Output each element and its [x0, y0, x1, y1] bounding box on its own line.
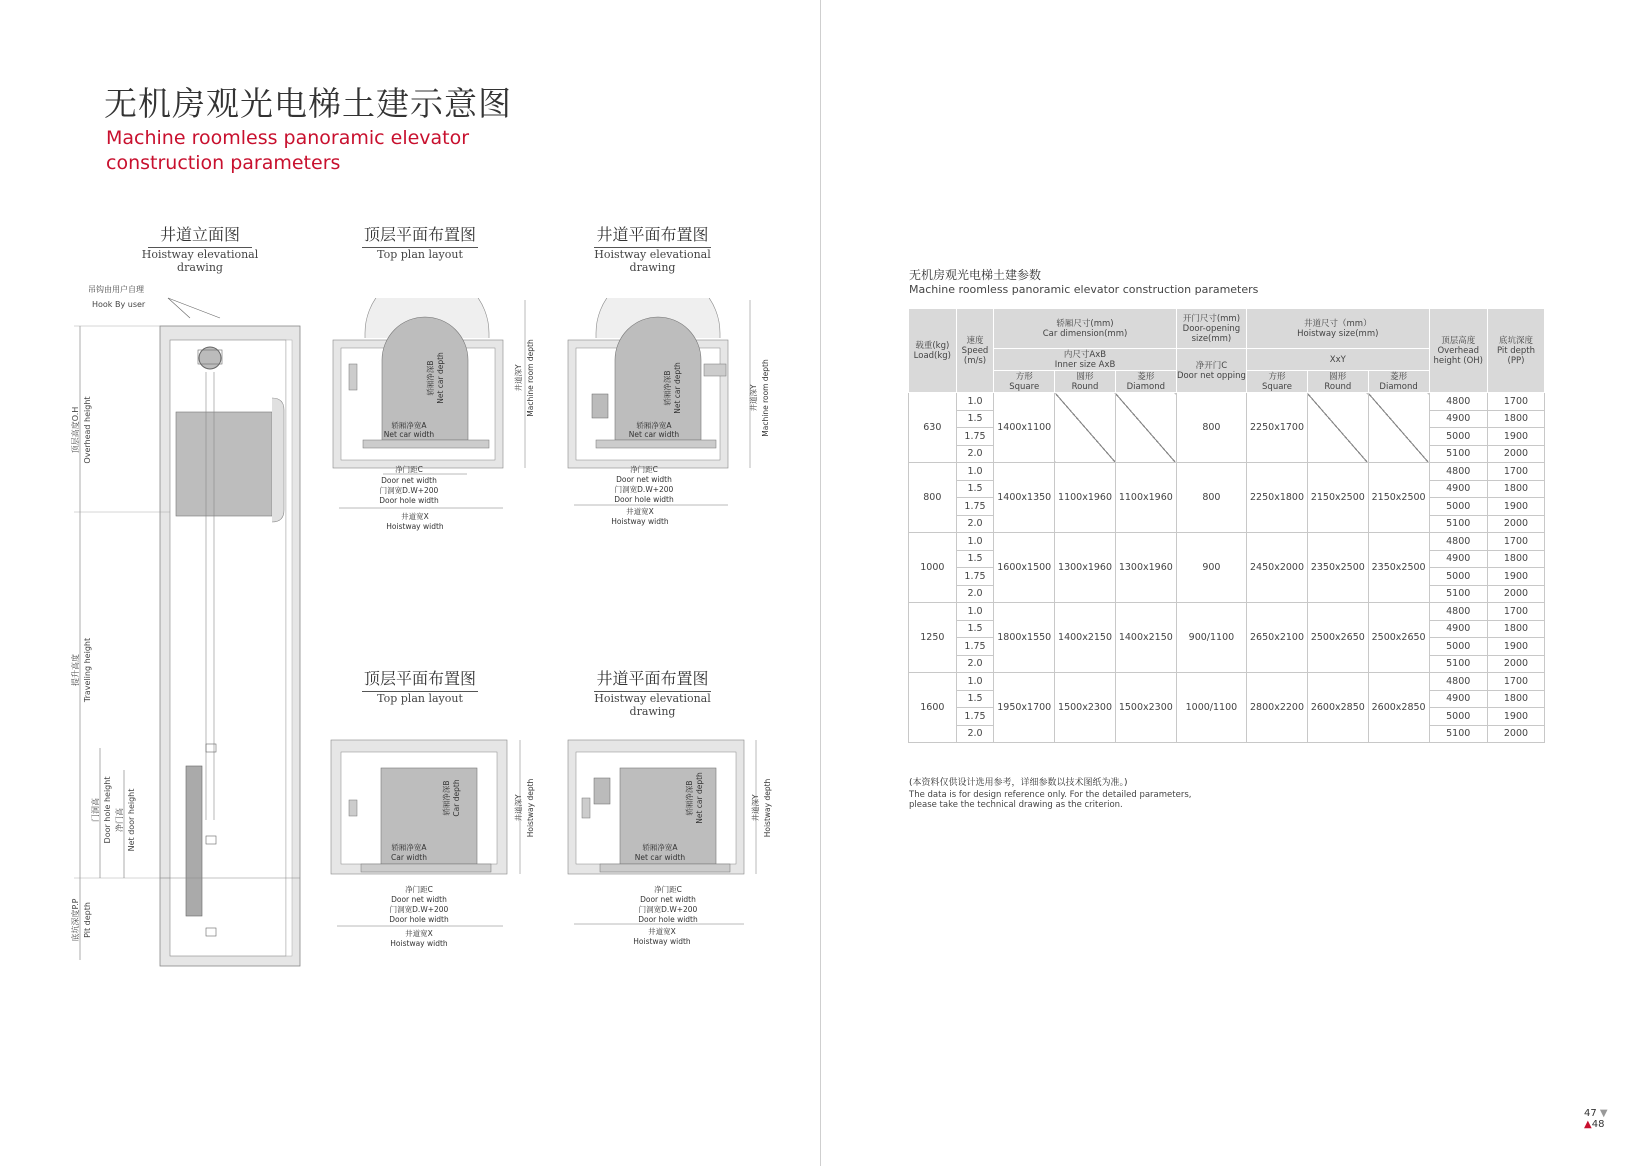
cell-load: 630	[909, 393, 957, 463]
cell-pp: 1700	[1487, 393, 1544, 411]
cell-pp: 1800	[1487, 480, 1544, 498]
caption-top-plan-1-en: Top plan layout	[377, 248, 463, 261]
cell-hw-round	[1307, 393, 1368, 463]
hoistway-width-en-4: Hoistway width	[633, 937, 691, 946]
hook-label-cn: 吊钩由用户自理	[88, 285, 144, 294]
cell-pp: 1700	[1487, 533, 1544, 551]
cell-door: 900	[1176, 533, 1246, 603]
net-car-width-en-2: Net car width	[628, 430, 680, 439]
header-door-en: Door-opening size(mm)	[1182, 323, 1241, 344]
net-car-width-cn-4: 轿厢净宽A	[642, 843, 678, 852]
table-row	[909, 603, 1545, 621]
door-hole-en-4: Door hole width	[638, 915, 698, 924]
cell-speed: 1.75	[956, 638, 994, 656]
door-hole-en-2: Door hole width	[614, 495, 674, 504]
cell-oh: 5000	[1429, 638, 1487, 656]
header-car-round	[1055, 371, 1116, 393]
cell-hw-diamond: 2350x2500	[1368, 533, 1429, 603]
hoistway-width-en-3: Hoistway width	[390, 939, 448, 948]
page-title-en-line2: construction parameters	[106, 152, 341, 174]
door-net-cn-2: 净门距C	[630, 465, 658, 474]
door-net-en-2: Door net width	[616, 475, 672, 484]
cell-car-square: 1950x1700	[994, 673, 1055, 743]
cell-car-round: 1500x2300	[1055, 673, 1116, 743]
travel-label-en: Traveling height	[83, 637, 92, 703]
caption-hoistway-plan-1-cn: 井道平面布置图	[594, 222, 710, 248]
net-car-width-cn-2: 轿厢净宽A	[636, 421, 672, 430]
cell-oh: 4900	[1429, 410, 1487, 428]
cell-speed: 2.0	[956, 585, 994, 603]
cell-door: 900/1100	[1176, 603, 1246, 673]
header-hoistway-en: Hoistway size(mm)	[1297, 328, 1379, 339]
cell-door: 800	[1176, 393, 1246, 463]
header-inner-cn: 内尺寸AxB	[1063, 349, 1107, 360]
cell-hw-square: 2650x2100	[1247, 603, 1308, 673]
top-plan-square-drawing	[325, 738, 540, 953]
cell-speed: 1.75	[956, 428, 994, 446]
cell-hw-square: 2250x1800	[1247, 463, 1308, 533]
header-inner-en: Inner size AxB	[1054, 359, 1116, 370]
cell-hw-round: 2350x2500	[1307, 533, 1368, 603]
cell-door: 1000/1100	[1176, 673, 1246, 743]
hoistway-width-cn-2: 井道宽X	[626, 507, 654, 516]
cell-speed: 1.5	[956, 690, 994, 708]
cell-load: 1250	[909, 603, 957, 673]
cell-oh: 5100	[1429, 655, 1487, 673]
net-car-depth-cn-4: 轿厢净深B	[685, 780, 694, 816]
cell-hw-diamond: 2150x2500	[1368, 463, 1429, 533]
header-hw-square-en: Square	[1262, 381, 1292, 392]
header-car-round-en: Round	[1071, 381, 1099, 392]
cell-speed: 1.75	[956, 568, 994, 586]
hoistway-depth-en-3: Hoistway depth	[526, 778, 535, 838]
cell-speed: 1.5	[956, 620, 994, 638]
cell-hw-diamond	[1368, 393, 1429, 463]
cell-car-diamond: 1100x1960	[1115, 463, 1176, 533]
cell-speed: 2.0	[956, 655, 994, 673]
header-car-diamond-cn: 菱形	[1137, 371, 1155, 382]
cell-oh: 4800	[1429, 673, 1487, 691]
cell-speed: 1.0	[956, 673, 994, 691]
door-hole-cn: 门洞宽D.W+200	[379, 486, 439, 495]
caption-top-plan-2-en: Top plan layout	[377, 692, 463, 705]
header-car-dim	[994, 309, 1176, 349]
right-page	[821, 0, 1640, 1166]
cell-oh: 5100	[1429, 585, 1487, 603]
header-hoistway	[1247, 309, 1429, 349]
net-car-depth-cn-2: 轿厢净深B	[663, 370, 672, 406]
cell-oh: 5000	[1429, 498, 1487, 516]
note-en	[909, 790, 1229, 810]
cell-pp: 1900	[1487, 568, 1544, 586]
cell-hw-square: 2800x2200	[1247, 673, 1308, 743]
header-hw-round	[1307, 371, 1368, 393]
header-oh-en: Overhead height (OH)	[1433, 345, 1483, 366]
header-car-diamond	[1115, 371, 1176, 393]
cell-oh: 5000	[1429, 428, 1487, 446]
cell-oh: 4800	[1429, 603, 1487, 621]
cell-speed: 1.75	[956, 708, 994, 726]
hoistway-depth-cn-3: 井道深Y	[514, 794, 523, 822]
hoistway-plan-square-drawing	[560, 738, 775, 953]
header-pp-cn: 底坑深度	[1498, 335, 1533, 346]
header-pp-en: Pit depth (PP)	[1496, 345, 1536, 366]
header-load: 载重(kg) Load(kg)	[909, 309, 957, 393]
pit-label-en: Pit depth	[83, 902, 92, 938]
cell-speed: 2.0	[956, 515, 994, 533]
header-hw-round-cn: 圆形	[1329, 371, 1347, 382]
cell-pp: 1700	[1487, 673, 1544, 691]
header-car-round-cn: 圆形	[1076, 371, 1094, 382]
header-car-square-en: Square	[1009, 381, 1040, 392]
header-hw-round-en: Round	[1324, 381, 1352, 392]
hoistway-depth-en-4: Hoistway depth	[763, 778, 772, 838]
caption-hoistway-plan-1	[570, 222, 735, 274]
net-car-depth-en: Net car depth	[436, 352, 445, 404]
caption-top-plan-2	[340, 666, 500, 705]
door-hole-cn-2: 门洞宽D.W+200	[614, 485, 674, 494]
header-speed: 速度 Speed (m/s)	[956, 309, 994, 393]
header-xy: XxY	[1247, 349, 1429, 371]
cell-car-square: 1600x1500	[994, 533, 1055, 603]
cell-oh: 5000	[1429, 568, 1487, 586]
caption-top-plan-2-cn: 顶层平面布置图	[362, 666, 478, 692]
header-door-net-cn: 净开门C	[1195, 360, 1228, 371]
cell-pp: 2000	[1487, 585, 1544, 603]
header-hw-diamond-cn: 菱形	[1390, 371, 1408, 382]
doorhole-label-cn: 门洞高	[91, 798, 100, 822]
cell-speed: 1.0	[956, 533, 994, 551]
header-hw-diamond	[1368, 371, 1429, 393]
hoistway-width-cn: 井道宽X	[401, 512, 429, 521]
cell-load: 800	[909, 463, 957, 533]
cell-speed: 1.0	[956, 463, 994, 481]
header-door-net-en: Door net opping	[1176, 370, 1246, 381]
cell-load: 1600	[909, 673, 957, 743]
header-hoistway-cn: 井道尺寸（mm）	[1304, 318, 1372, 329]
caption-hoistway-plan-1-en: Hoistway elevational drawing	[594, 248, 711, 274]
caption-elevation	[120, 222, 280, 274]
netdoor-label-cn: 净门高	[115, 808, 124, 832]
door-hole-en: Door hole width	[379, 496, 439, 505]
cell-oh: 4800	[1429, 393, 1487, 411]
door-hole-cn-4: 门洞宽D.W+200	[638, 905, 698, 914]
cell-hw-round: 2600x2850	[1307, 673, 1368, 743]
table-row	[909, 533, 1545, 551]
hoistway-depth-cn-2: 井道深Y	[749, 384, 758, 412]
header-door-net	[1176, 349, 1246, 393]
cell-oh: 5100	[1429, 445, 1487, 463]
machine-room-depth-en-2: Machine room depth	[761, 359, 770, 437]
cell-load: 1000	[909, 533, 957, 603]
cell-oh: 4900	[1429, 620, 1487, 638]
cell-oh: 4800	[1429, 533, 1487, 551]
header-pp	[1487, 309, 1544, 393]
hoistway-plan-round-drawing	[560, 298, 775, 538]
page-number-top: 47 ▼	[1584, 1108, 1608, 1119]
caption-top-plan-1	[340, 222, 500, 261]
cell-car-square: 1800x1550	[994, 603, 1055, 673]
cell-pp: 1900	[1487, 638, 1544, 656]
cell-car-round: 1300x1960	[1055, 533, 1116, 603]
door-net-cn-4: 净门距C	[654, 885, 682, 894]
cell-hw-round: 2150x2500	[1307, 463, 1368, 533]
net-car-width-en: Net car width	[383, 430, 435, 439]
caption-hoistway-plan-2-cn: 井道平面布置图	[594, 666, 710, 692]
cell-car-diamond: 1500x2300	[1115, 673, 1176, 743]
cell-speed: 2.0	[956, 725, 994, 743]
caption-top-plan-1-cn: 顶层平面布置图	[362, 222, 478, 248]
cell-pp: 1900	[1487, 498, 1544, 516]
cell-car-round	[1055, 393, 1116, 463]
cell-car-square: 1400x1100	[994, 393, 1055, 463]
header-hw-diamond-en: Diamond	[1379, 381, 1418, 392]
cell-oh: 4800	[1429, 463, 1487, 481]
header-car-dim-en: Car dimension(mm)	[1042, 328, 1128, 339]
table-row	[909, 673, 1545, 691]
cell-speed: 1.0	[956, 393, 994, 411]
parameters-table	[908, 308, 1545, 743]
cell-oh: 4900	[1429, 550, 1487, 568]
header-oh-cn: 顶层高度	[1441, 335, 1476, 346]
net-car-depth-cn: 轿厢净深B	[426, 360, 435, 396]
hoistway-elevation-drawing	[60, 280, 310, 970]
table-row	[909, 463, 1545, 481]
net-car-width-en-4: Net car width	[634, 853, 686, 862]
page-title-cn: 无机房观光电梯土建示意图	[104, 84, 512, 123]
cell-pp: 1800	[1487, 620, 1544, 638]
cell-hw-square: 2450x2000	[1247, 533, 1308, 603]
arrow-down-icon: ▼	[1599, 1108, 1608, 1119]
door-net-cn-3: 净门距C	[405, 885, 433, 894]
door-net-en-4: Door net width	[640, 895, 696, 904]
net-car-depth-en-2: Net car depth	[673, 362, 682, 414]
door-hole-cn-3: 门洞宽D.W+200	[389, 905, 449, 914]
door-net-en: Door net width	[381, 476, 437, 485]
car-depth-en-3: Car depth	[452, 779, 461, 817]
table-row	[909, 393, 1545, 411]
page-title-en-line1: Machine roomless panoramic elevator	[106, 127, 470, 149]
cell-oh: 4900	[1429, 480, 1487, 498]
car-width-en-3: Car width	[391, 853, 427, 862]
parameters-table-body	[909, 393, 1545, 743]
header-hw-square-cn: 方形	[1268, 371, 1286, 382]
cell-pp: 2000	[1487, 445, 1544, 463]
cell-car-round: 1400x2150	[1055, 603, 1116, 673]
cell-pp: 1900	[1487, 708, 1544, 726]
header-hw-square	[1247, 371, 1308, 393]
header-car-square	[994, 371, 1055, 393]
note-cn: (本资料仅供设计选用参考，详细参数以技术图纸为准。)	[909, 778, 1128, 788]
travel-label-cn: 提升高度	[71, 654, 80, 686]
table-title-en: Machine roomless panoramic elevator construction parameters	[909, 283, 1259, 296]
top-plan-round-drawing	[325, 298, 540, 538]
caption-hoistway-plan-2-en: Hoistway elevational drawing	[594, 692, 711, 718]
cell-pp: 2000	[1487, 725, 1544, 743]
hoistway-depth-cn: 井道深Y	[514, 364, 523, 392]
net-car-width-cn-3: 轿厢净宽A	[391, 843, 427, 852]
caption-elevation-cn: 井道立面图	[148, 222, 252, 248]
hook-label-en: Hook By user	[92, 300, 146, 309]
header-car-dim-cn: 轿厢尺寸(mm)	[1056, 318, 1114, 329]
hoistway-width-en: Hoistway width	[386, 522, 444, 531]
caption-hoistway-plan-2	[570, 666, 735, 718]
cell-pp: 1800	[1487, 550, 1544, 568]
cell-car-diamond: 1300x1960	[1115, 533, 1176, 603]
cell-speed: 1.75	[956, 498, 994, 516]
hoistway-width-en-2: Hoistway width	[611, 517, 669, 526]
hoistway-depth-cn-4: 井道深Y	[751, 794, 760, 822]
door-net-cn: 净门距C	[395, 465, 423, 474]
door-net-en-3: Door net width	[391, 895, 447, 904]
cell-speed: 1.0	[956, 603, 994, 621]
header-door-cn: 开门尺寸(mm)	[1182, 313, 1241, 324]
cell-pp: 2000	[1487, 655, 1544, 673]
net-car-depth-en-4: Net car depth	[695, 772, 704, 824]
cell-car-square: 1400x1350	[994, 463, 1055, 533]
cell-oh: 5100	[1429, 725, 1487, 743]
door-hole-en-3: Door hole width	[389, 915, 449, 924]
machine-room-depth-en: Machine room depth	[526, 339, 535, 417]
header-car-diamond-en: Diamond	[1126, 381, 1166, 392]
cell-speed: 1.5	[956, 550, 994, 568]
header-car-square-cn: 方形	[1015, 371, 1033, 382]
pit-label-cn: 底坑深度P.P	[71, 898, 80, 942]
caption-elevation-en: Hoistway elevational drawing	[141, 248, 259, 274]
cell-oh: 5000	[1429, 708, 1487, 726]
header-door	[1176, 309, 1246, 349]
net-car-width-cn: 轿厢净宽A	[391, 421, 427, 430]
note-en-line1: The data is for design reference only. For the detailed parameters,	[909, 790, 1192, 800]
overhead-label-cn: 顶层高度O.H	[71, 406, 80, 454]
cell-pp: 2000	[1487, 515, 1544, 533]
page-number-bottom: ▲48	[1584, 1119, 1605, 1130]
cell-car-diamond: 1400x2150	[1115, 603, 1176, 673]
overhead-label-en: Overhead height	[83, 396, 92, 464]
cell-car-round: 1100x1960	[1055, 463, 1116, 533]
cell-pp: 1700	[1487, 603, 1544, 621]
cell-pp: 1800	[1487, 410, 1544, 428]
hoistway-width-cn-3: 井道宽X	[405, 929, 433, 938]
cell-speed: 2.0	[956, 445, 994, 463]
cell-pp: 1700	[1487, 463, 1544, 481]
cell-oh: 5100	[1429, 515, 1487, 533]
cell-hw-square: 2250x1700	[1247, 393, 1308, 463]
header-oh	[1429, 309, 1487, 393]
cell-speed: 1.5	[956, 480, 994, 498]
cell-hw-diamond: 2600x2850	[1368, 673, 1429, 743]
note-en-line2: please take the technical drawing as the criterion.	[909, 800, 1123, 810]
cell-hw-round: 2500x2650	[1307, 603, 1368, 673]
cell-pp: 1800	[1487, 690, 1544, 708]
cell-pp: 1900	[1487, 428, 1544, 446]
arrow-up-icon: ▲	[1584, 1119, 1592, 1130]
header-inner	[994, 349, 1176, 371]
cell-car-diamond	[1115, 393, 1176, 463]
cell-door: 800	[1176, 463, 1246, 533]
hoistway-width-cn-4: 井道宽X	[648, 927, 676, 936]
cell-hw-diamond: 2500x2650	[1368, 603, 1429, 673]
cell-speed: 1.5	[956, 410, 994, 428]
cell-oh: 4900	[1429, 690, 1487, 708]
netdoor-label-en: Net door height	[127, 788, 136, 852]
net-car-depth-cn-3: 轿厢净深B	[442, 780, 451, 816]
doorhole-label-en: Door hole height	[103, 776, 112, 844]
page-number	[1584, 1108, 1608, 1130]
page-title-en	[106, 126, 469, 176]
table-title-cn: 无机房观光电梯土建参数	[909, 268, 1042, 282]
